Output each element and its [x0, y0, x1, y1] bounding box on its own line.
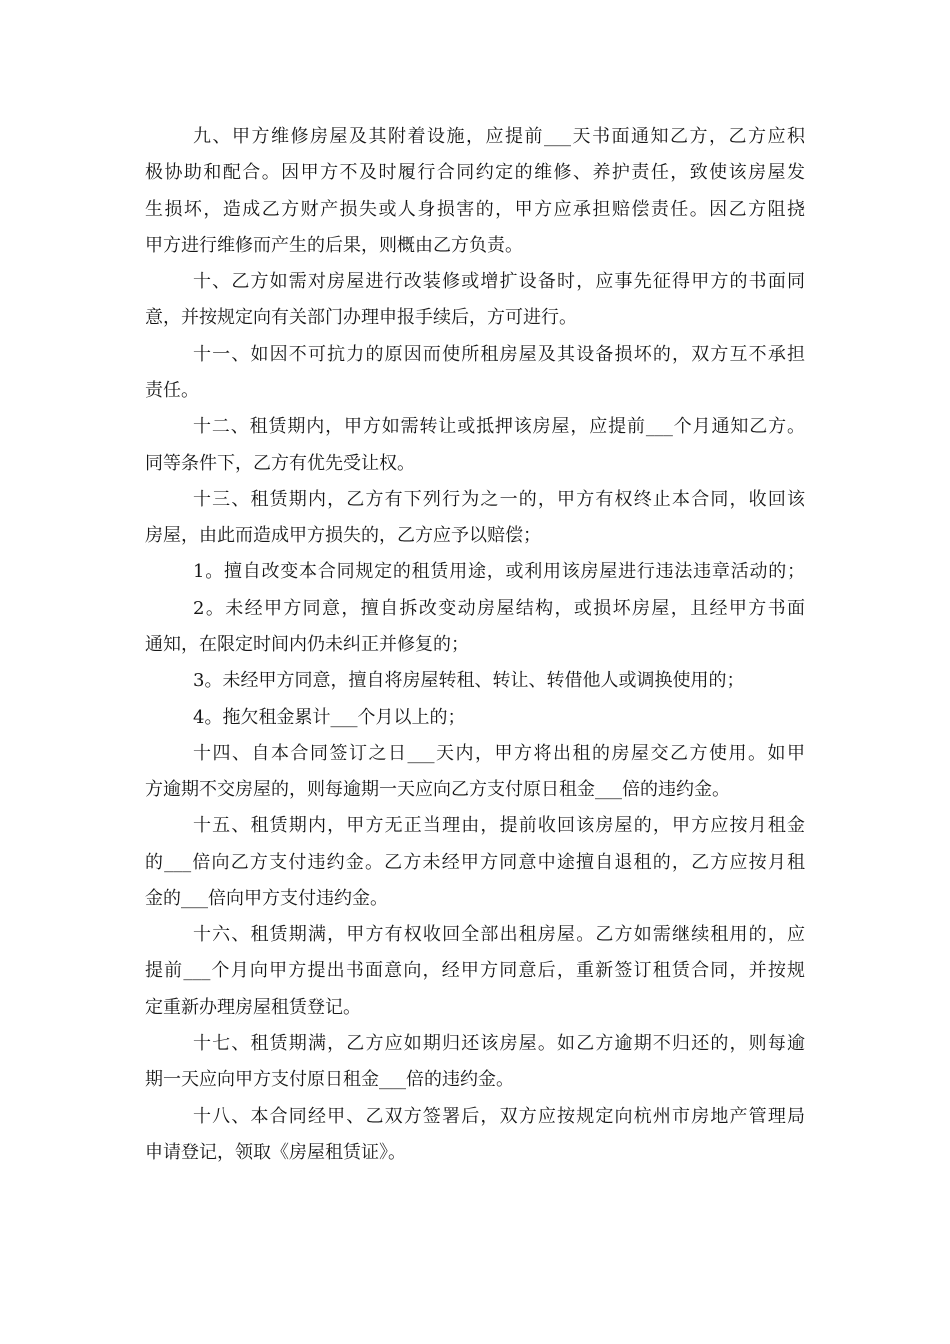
clause-13-item-2 — [145, 591, 805, 664]
text-line: 提前___个月向甲方提出书面意向，经甲方同意后，重新签订租赁合同，并按规 — [145, 960, 805, 982]
text-line: 十一、如因不可抗力的原因而使所租房屋及其设备损坏的，双方互不承担 — [193, 343, 805, 365]
clause-9 — [145, 119, 805, 264]
text-line: 同等条件下，乙方有优先受让权。 — [145, 452, 415, 474]
clause-15 — [145, 808, 805, 917]
text-line: 4。拖欠租金累计___个月以上的； — [193, 706, 466, 728]
text-line: 申请登记，领取《房屋租赁证》。 — [145, 1141, 406, 1163]
text-line: 通知，在限定时间内仍未纠正并修复的； — [145, 633, 469, 655]
text-line: 责任。 — [145, 379, 199, 401]
clause-12 — [145, 409, 805, 482]
text-line: 九、甲方维修房屋及其附着设施，应提前___天书面通知乙方，乙方应积 — [193, 126, 805, 147]
text-line: 甲方进行维修而产生的后果，则概由乙方负责。 — [145, 234, 523, 256]
clause-14 — [145, 736, 805, 809]
clause-13-item-4 — [145, 700, 805, 736]
clause-13 — [145, 482, 805, 555]
text-line: 1。擅自改变本合同规定的租赁用途，或利用该房屋进行违法违章活动的； — [193, 561, 805, 583]
text-line: 金的___倍向甲方支付违约金。 — [145, 887, 388, 909]
clause-13-item-3 — [145, 663, 805, 699]
text-line: 十六、租赁期满，甲方有权收回全部出租房屋。乙方如需继续租用的，应 — [193, 924, 805, 946]
clause-18 — [145, 1099, 805, 1172]
clause-16 — [145, 917, 805, 1026]
text-line: 十七、租赁期满，乙方应如期归还该房屋。如乙方逾期不归还的，则每逾 — [193, 1033, 805, 1055]
text-line: 3。未经甲方同意，擅自将房屋转租、转让、转借他人或调换使用的； — [193, 670, 745, 692]
text-line: 房屋，由此而造成甲方损失的，乙方应予以赔偿； — [145, 525, 541, 547]
text-line: 极协助和配合。因甲方不及时履行合同约定的维修、养护责任，致使该房屋发 — [145, 162, 805, 184]
text-line: 意，并按规定向有关部门办理申报手续后，方可进行。 — [145, 307, 577, 329]
text-line: 的___倍向乙方支付违约金。乙方未经甲方同意中途擅自退租的，乙方应按月租 — [145, 851, 805, 873]
text-line: 十三、租赁期内，乙方有下列行为之一的，甲方有权终止本合同，收回该 — [193, 488, 805, 510]
document-body — [145, 119, 805, 1171]
text-line: 方逾期不交房屋的，则每逾期一天应向乙方支付原日租金___倍的违约金。 — [145, 779, 730, 801]
text-line: 十二、租赁期内，甲方如需转让或抵押该房屋，应提前___个月通知乙方。 — [193, 416, 805, 438]
clause-13-item-1 — [145, 554, 805, 590]
text-line: 2。未经甲方同意，擅自拆改变动房屋结构，或损坏房屋，且经甲方书面 — [193, 597, 805, 619]
clause-11 — [145, 337, 805, 410]
text-line: 定重新办理房屋租赁登记。 — [145, 996, 361, 1018]
clause-17 — [145, 1026, 805, 1099]
text-line: 期一天应向甲方支付原日租金___倍的违约金。 — [145, 1069, 514, 1091]
text-line: 十八、本合同经甲、乙双方签署后，双方应按规定向杭州市房地产管理局 — [193, 1105, 805, 1127]
text-line: 十五、租赁期内，甲方无正当理由，提前收回该房屋的，甲方应按月租金 — [193, 815, 805, 837]
text-line: 十、乙方如需对房屋进行改装修或增扩设备时，应事先征得甲方的书面同 — [193, 271, 805, 293]
clause-10 — [145, 264, 805, 337]
text-line: 生损坏，造成乙方财产损失或人身损害的，甲方应承担赔偿责任。因乙方阻挠 — [145, 198, 805, 220]
text-line: 十四、自本合同签订之日___天内，甲方将出租的房屋交乙方使用。如甲 — [193, 742, 805, 764]
